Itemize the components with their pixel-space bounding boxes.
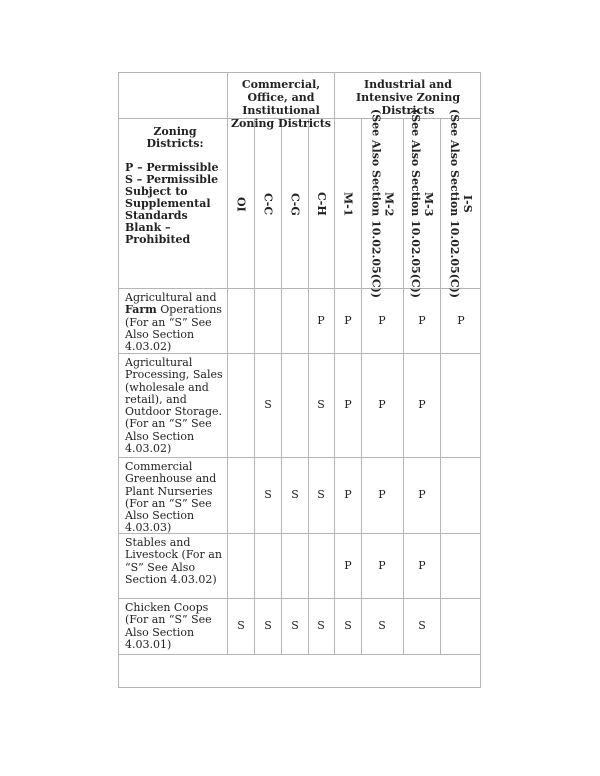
use-text-bold: Farm xyxy=(125,303,157,317)
district-note: (See Also Section 10.02.05(C)) xyxy=(448,109,461,299)
row-divider xyxy=(118,654,481,655)
commercial-group-header: Commercial, Office, and Institutional Zoning Districts xyxy=(231,78,331,130)
col-header-cc xyxy=(255,120,281,288)
use-text: Chicken Coops (For an “S” See Also Section 4.03.01) xyxy=(125,601,212,651)
district-code-with-note xyxy=(448,109,474,298)
legend-supplemental: Supplemental xyxy=(125,197,211,210)
use-agricultural-processing xyxy=(125,357,227,455)
use-text: Stables and Livestock (For an “S” See Also Section 4.03.02) xyxy=(125,536,222,586)
use-commercial-greenhouse xyxy=(125,461,227,535)
permission-cell: S xyxy=(264,488,272,501)
legend-supplemental: Subject to xyxy=(125,185,188,198)
district-code-with-note xyxy=(409,109,435,298)
permission-cell: P xyxy=(378,314,386,327)
district-code: I-S xyxy=(461,195,474,213)
district-note: (See Also Section 10.02.05(C)) xyxy=(369,109,383,299)
use-text: Agricultural Processing, Sales (wholesale and retail), and Outdoor Storage. (For an “S” See Also Section 4.03.02) xyxy=(125,356,223,456)
district-code: M-2 xyxy=(382,191,396,217)
district-code: M-3 xyxy=(422,191,435,217)
permission-cell: S xyxy=(317,488,325,501)
col-header-is xyxy=(441,109,481,299)
use-agricultural-farm-operations xyxy=(125,292,227,353)
permission-cell: P xyxy=(457,314,465,327)
district-code: C-H xyxy=(315,192,328,216)
permission-cell: P xyxy=(344,559,352,572)
row-divider xyxy=(118,457,481,458)
permission-cell: S xyxy=(237,619,245,632)
col-header-oi xyxy=(228,120,254,288)
use-text: Commercial Greenhouse and Plant Nurseries (For an “S” See Also Section 4.03.03) xyxy=(125,460,217,535)
permission-cell: S xyxy=(418,619,426,632)
col-header-ch xyxy=(309,120,334,288)
permission-cell: P xyxy=(418,314,426,327)
use-stables-livestock xyxy=(125,537,227,586)
legend-supplemental: S – Permissible xyxy=(125,173,219,186)
use-text: Agricultural and xyxy=(125,291,217,304)
permission-cell: S xyxy=(317,398,325,411)
col-header-m3 xyxy=(404,109,440,299)
row-divider xyxy=(118,598,481,599)
district-code: C-C xyxy=(261,192,275,216)
district-code: C-G xyxy=(288,192,302,216)
permission-cell: S xyxy=(291,488,299,501)
permission-cell: P xyxy=(418,488,426,501)
permission-cell: P xyxy=(344,488,352,501)
permission-cell: S xyxy=(264,619,272,632)
permission-cell: P xyxy=(378,488,386,501)
use-chicken-coops xyxy=(125,602,227,651)
permission-cell: P xyxy=(418,559,426,572)
permission-cell: P xyxy=(418,398,426,411)
permission-cell: P xyxy=(344,314,352,327)
col-header-m1 xyxy=(335,120,361,288)
permission-cell: S xyxy=(317,619,325,632)
district-note: (See Also Section 10.02.05(C)) xyxy=(409,109,422,299)
district-code: M-1 xyxy=(341,191,355,217)
permission-cell: S xyxy=(291,619,299,632)
col-header-cg xyxy=(282,120,308,288)
industrial-group-header: Industrial and Intensive Zoning Districts xyxy=(355,78,461,117)
legend-title: Zoning Districts: xyxy=(146,125,204,150)
permission-cell: S xyxy=(344,619,352,632)
permission-cell: S xyxy=(378,619,386,632)
district-code: OI xyxy=(234,196,248,212)
district-code-with-note xyxy=(370,109,396,298)
permission-cell: P xyxy=(317,314,325,327)
permission-cell: S xyxy=(264,398,272,411)
permission-cell: P xyxy=(344,398,352,411)
legend xyxy=(125,126,225,246)
permission-cell: P xyxy=(378,398,386,411)
col-header-m2 xyxy=(362,109,403,299)
legend-supplemental: Standards xyxy=(125,209,188,222)
legend-permissible: P – Permissible xyxy=(125,161,219,174)
use-text: Operations (For an “S” See Also Section 4.03.02) xyxy=(125,303,222,354)
permission-cell: P xyxy=(378,559,386,572)
legend-prohibited: Blank – Prohibited xyxy=(125,221,191,246)
